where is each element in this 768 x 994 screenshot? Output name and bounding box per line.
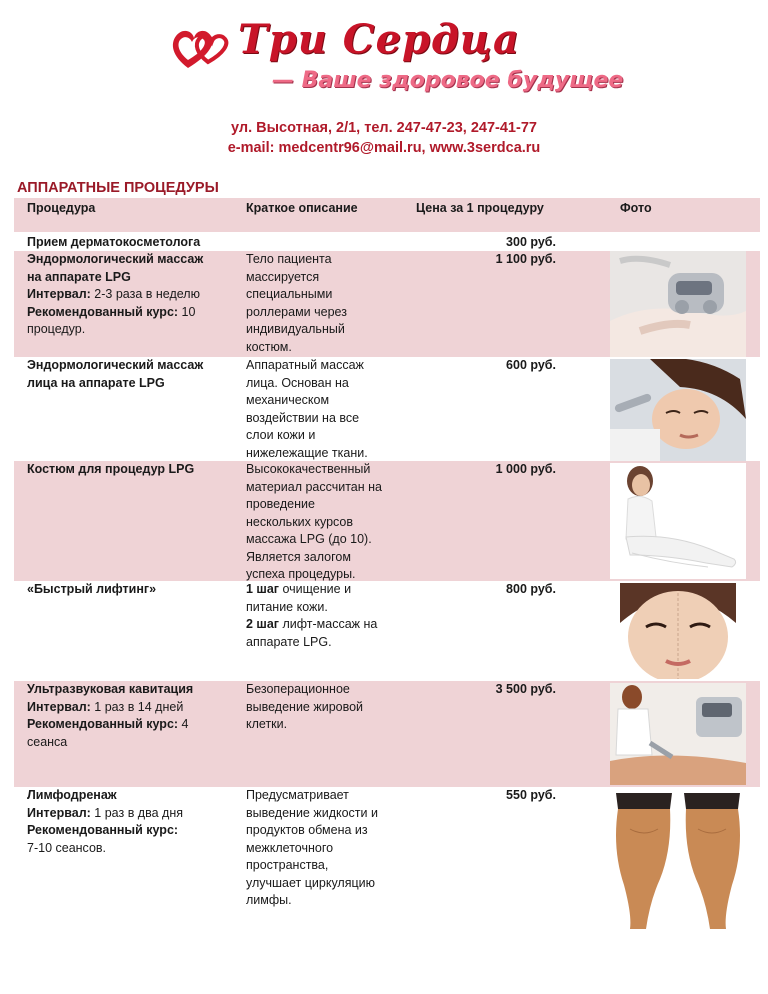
description-line: механическом — [246, 393, 330, 407]
procedure-name: лица на аппарате LPG — [27, 375, 165, 390]
column-header-photo: Фото — [620, 201, 652, 215]
description-line: межклеточного — [246, 840, 334, 855]
step-text: очищение и — [279, 582, 352, 596]
procedure-cell — [27, 787, 237, 857]
interval-label: Интервал: — [27, 287, 91, 301]
brand-name: Три Сердца — [238, 16, 520, 63]
description-cell — [246, 681, 411, 734]
description-line: проведение — [246, 497, 315, 511]
interval-value: 1 раз в 14 дней — [90, 699, 184, 714]
price: 1 100 руб. — [495, 252, 556, 266]
description-line: индивидуальный — [246, 322, 345, 336]
face-lifting-photo — [610, 583, 746, 679]
description-cell — [246, 251, 411, 356]
description-line: выведение жидкости и — [246, 805, 378, 820]
procedure-name: Лимфодренаж — [27, 788, 117, 802]
price: 600 руб. — [506, 358, 556, 372]
interval-label: Интервал: — [27, 805, 91, 820]
column-header-description: Краткое описание — [246, 201, 358, 215]
price: 550 руб. — [506, 788, 556, 802]
interval-label: Интервал: — [27, 699, 91, 714]
step-line — [246, 581, 411, 599]
course-value: 7-10 сеансов. — [27, 840, 107, 855]
procedure-cell — [27, 357, 237, 392]
description-line: воздействии на все — [246, 410, 360, 425]
price: 800 руб. — [506, 582, 556, 596]
description-line: успеха процедуры. — [246, 567, 356, 581]
lymph-drainage-photo — [610, 789, 746, 929]
interval-line — [27, 805, 237, 823]
description-line: нескольких курсов — [246, 514, 354, 529]
course-value: 10 процедур. — [27, 304, 196, 336]
course-label: Рекомендованный курс: — [27, 823, 179, 837]
description-line: Безоперационное — [246, 682, 350, 696]
description-cell — [246, 461, 411, 584]
description-line: Аппаратный массаж — [246, 358, 364, 372]
procedure-cell — [27, 681, 237, 751]
interval-value: 1 раз в два дня — [90, 805, 183, 820]
step-text: аппарате LPG. — [246, 634, 332, 649]
description-line: пространства, — [246, 858, 329, 872]
price: 1 000 руб. — [495, 462, 556, 476]
description-cell — [246, 357, 411, 462]
course-label: Рекомендованный курс: — [27, 717, 179, 731]
description-line: костюм. — [246, 339, 292, 354]
step-text: питание кожи. — [246, 599, 328, 614]
interval-value: 2-3 раза в неделю — [90, 287, 200, 301]
procedure-name: Костюм для процедур LPG — [27, 462, 195, 476]
hearts-logo-icon — [168, 22, 238, 74]
description-line: Высококачественный — [246, 462, 371, 476]
procedure-name: на аппарате LPG — [27, 269, 131, 284]
procedure-name: Эндормологический массаж — [27, 358, 204, 372]
contacts: e-mail: medcentr96@mail.ru, www.3serdca.ru — [227, 140, 541, 156]
procedure-name: «Быстрый лифтинг» — [27, 582, 157, 596]
course-line — [27, 304, 237, 339]
description-line: лимфы. — [246, 893, 292, 907]
procedure-name: Ультразвуковая кавитация — [27, 682, 194, 696]
description-line: специальными — [246, 287, 333, 301]
table-row — [14, 234, 760, 252]
description-line: выведение жировой — [246, 699, 364, 714]
description-line: Является залогом — [246, 549, 351, 564]
description-cell — [246, 787, 411, 910]
description-cell — [246, 581, 411, 651]
price: 3 500 руб. — [495, 682, 556, 696]
column-header-procedure: Процедура — [27, 201, 96, 215]
course-label: Рекомендованный курс: — [27, 304, 179, 319]
course-value: 4 сеанса — [27, 717, 189, 749]
address: ул. Высотная, 2/1, тел. 247-47-23, 247-41-77 — [231, 120, 537, 136]
interval-line — [27, 286, 237, 304]
interval-line — [27, 699, 237, 717]
procedure-cell — [27, 581, 237, 599]
header — [0, 0, 768, 180]
description-line: нижележащие ткани. — [246, 445, 368, 460]
description-line: материал рассчитан на — [246, 479, 382, 494]
description-line: слои кожи и — [246, 428, 316, 442]
procedure-name: Эндормологический массаж — [27, 252, 204, 266]
step-label: 2 шаг — [246, 617, 280, 631]
cavitation-photo — [610, 683, 746, 785]
step-line — [246, 616, 411, 634]
description-line: массируется — [246, 269, 320, 284]
lpg-suit-photo — [610, 463, 746, 579]
step-label: 1 шаг — [246, 582, 280, 596]
column-header-price: Цена за 1 процедуру — [416, 201, 544, 215]
step-text: лифт-массаж на — [279, 617, 378, 631]
procedure-cell — [27, 461, 237, 479]
description-line: улучшает циркуляцию — [246, 875, 376, 890]
face-massage-photo — [610, 359, 746, 461]
slogan: — Ваше здоровое будущее — [272, 68, 624, 93]
price: 300 руб. — [506, 235, 556, 249]
procedure-name: Прием дерматокосметолога — [27, 235, 201, 249]
table-header — [14, 198, 760, 232]
section-title: АППАРАТНЫЕ ПРОЦЕДУРЫ — [17, 180, 219, 196]
description-line: продуктов обмена из — [246, 823, 368, 837]
description-line: Предусматривает — [246, 788, 349, 802]
description-line: лица. Основан на — [246, 375, 349, 390]
course-line — [27, 716, 217, 751]
description-line: Тело пациента — [246, 252, 332, 266]
procedure-cell — [27, 251, 237, 339]
description-line: массажа LPG (до 10). — [246, 532, 372, 546]
description-line: роллерами через — [246, 304, 347, 319]
description-line: клетки. — [246, 717, 288, 731]
body-massage-photo — [610, 251, 746, 357]
